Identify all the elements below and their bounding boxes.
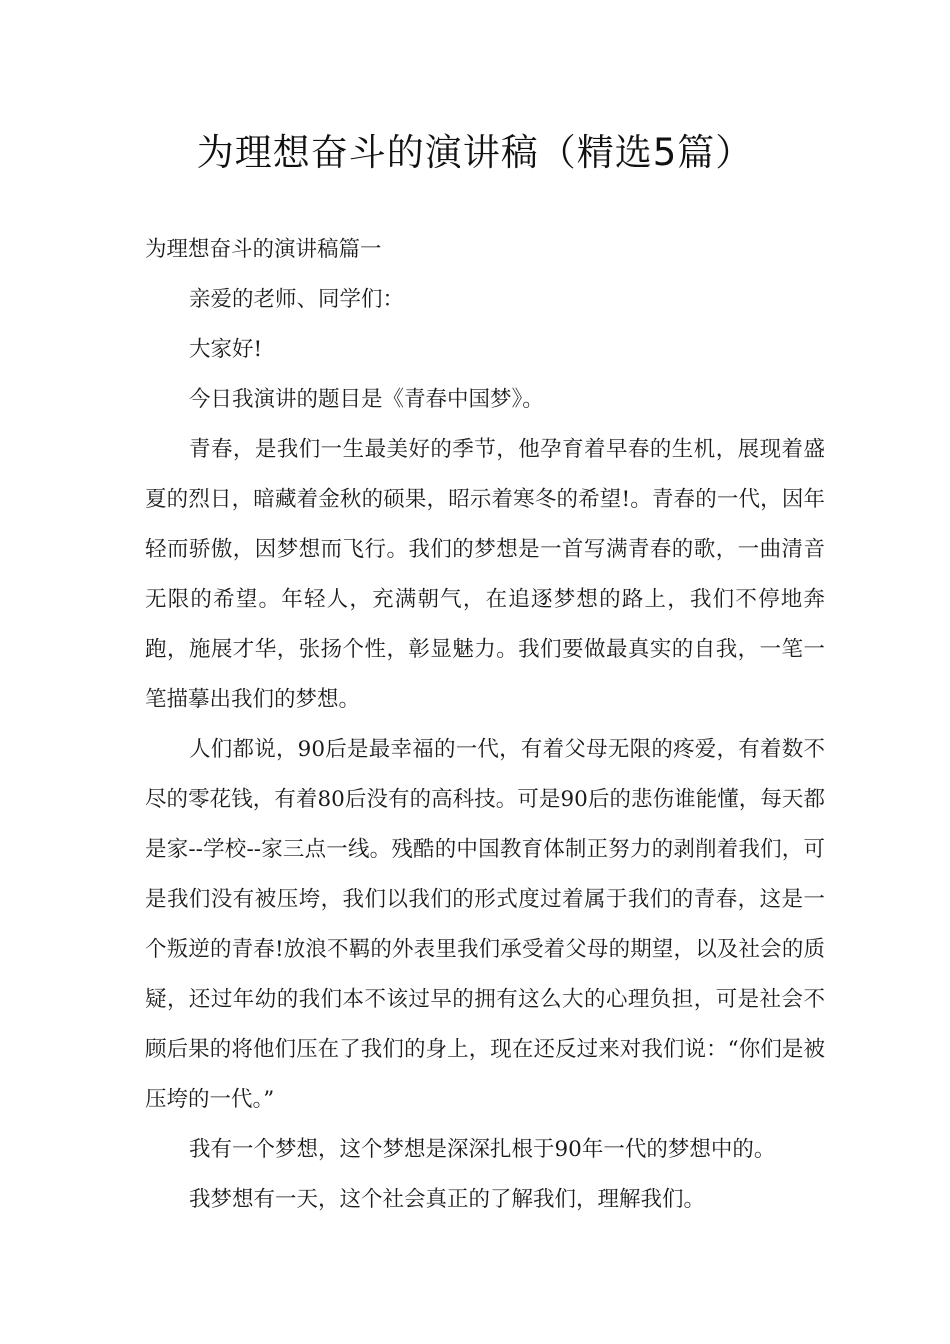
topic-paragraph: 今日我演讲的题目是《青春中国梦》。 xyxy=(189,387,544,412)
document-body xyxy=(145,225,825,1225)
document-title: 为理想奋斗的演讲稿（精选5篇） xyxy=(196,131,754,174)
section-heading: 为理想奋斗的演讲稿篇一 xyxy=(145,237,382,262)
body-paragraph: 我有一个梦想，这个梦想是深深扎根于90年一代的梦想中的。 xyxy=(189,1137,776,1162)
body-paragraph: 人们都说，90后是最幸福的一代，有着父母无限的疼爱，有着数不尽的零花钱，有着80后没有的高科技。可是90后的悲伤谁能懂，每天都是家--学校--家三点一线。残酷的中国教育体制正努力的剥削着我们，可是我们没有被压垮，我们以我们的形式度过着属于我们的青春，这是一个叛逆的青春!放浪不羁的外表里我们承受着父母的期望，以及社会的质疑，还过年幼的我们本不该过早的拥有这么大的心理负担，可是社会不顾后果的将他们压在了我们的身上，现在还反过来对我们说：“你们是被压垮的一代。” xyxy=(145,737,825,1112)
body-paragraph: 青春，是我们一生最美好的季节，他孕育着早春的生机，展现着盛夏的烈日，暗藏着金秋的硕果，昭示着寒冬的希望!。青春的一代，因年轻而骄傲，因梦想而飞行。我们的梦想是一首写满青春的歌，一曲清音无限的希望。年轻人，充满朝气，在追逐梦想的路上，我们不停地奔跑，施展才华，张扬个性，彰显魅力。我们要做最真实的自我，一笔一笔描摹出我们的梦想。 xyxy=(145,437,825,712)
body-paragraph: 我梦想有一天，这个社会真正的了解我们，理解我们。 xyxy=(189,1187,706,1212)
salutation-paragraph: 亲爱的老师、同学们： xyxy=(189,287,405,312)
greeting-paragraph: 大家好! xyxy=(189,337,263,362)
